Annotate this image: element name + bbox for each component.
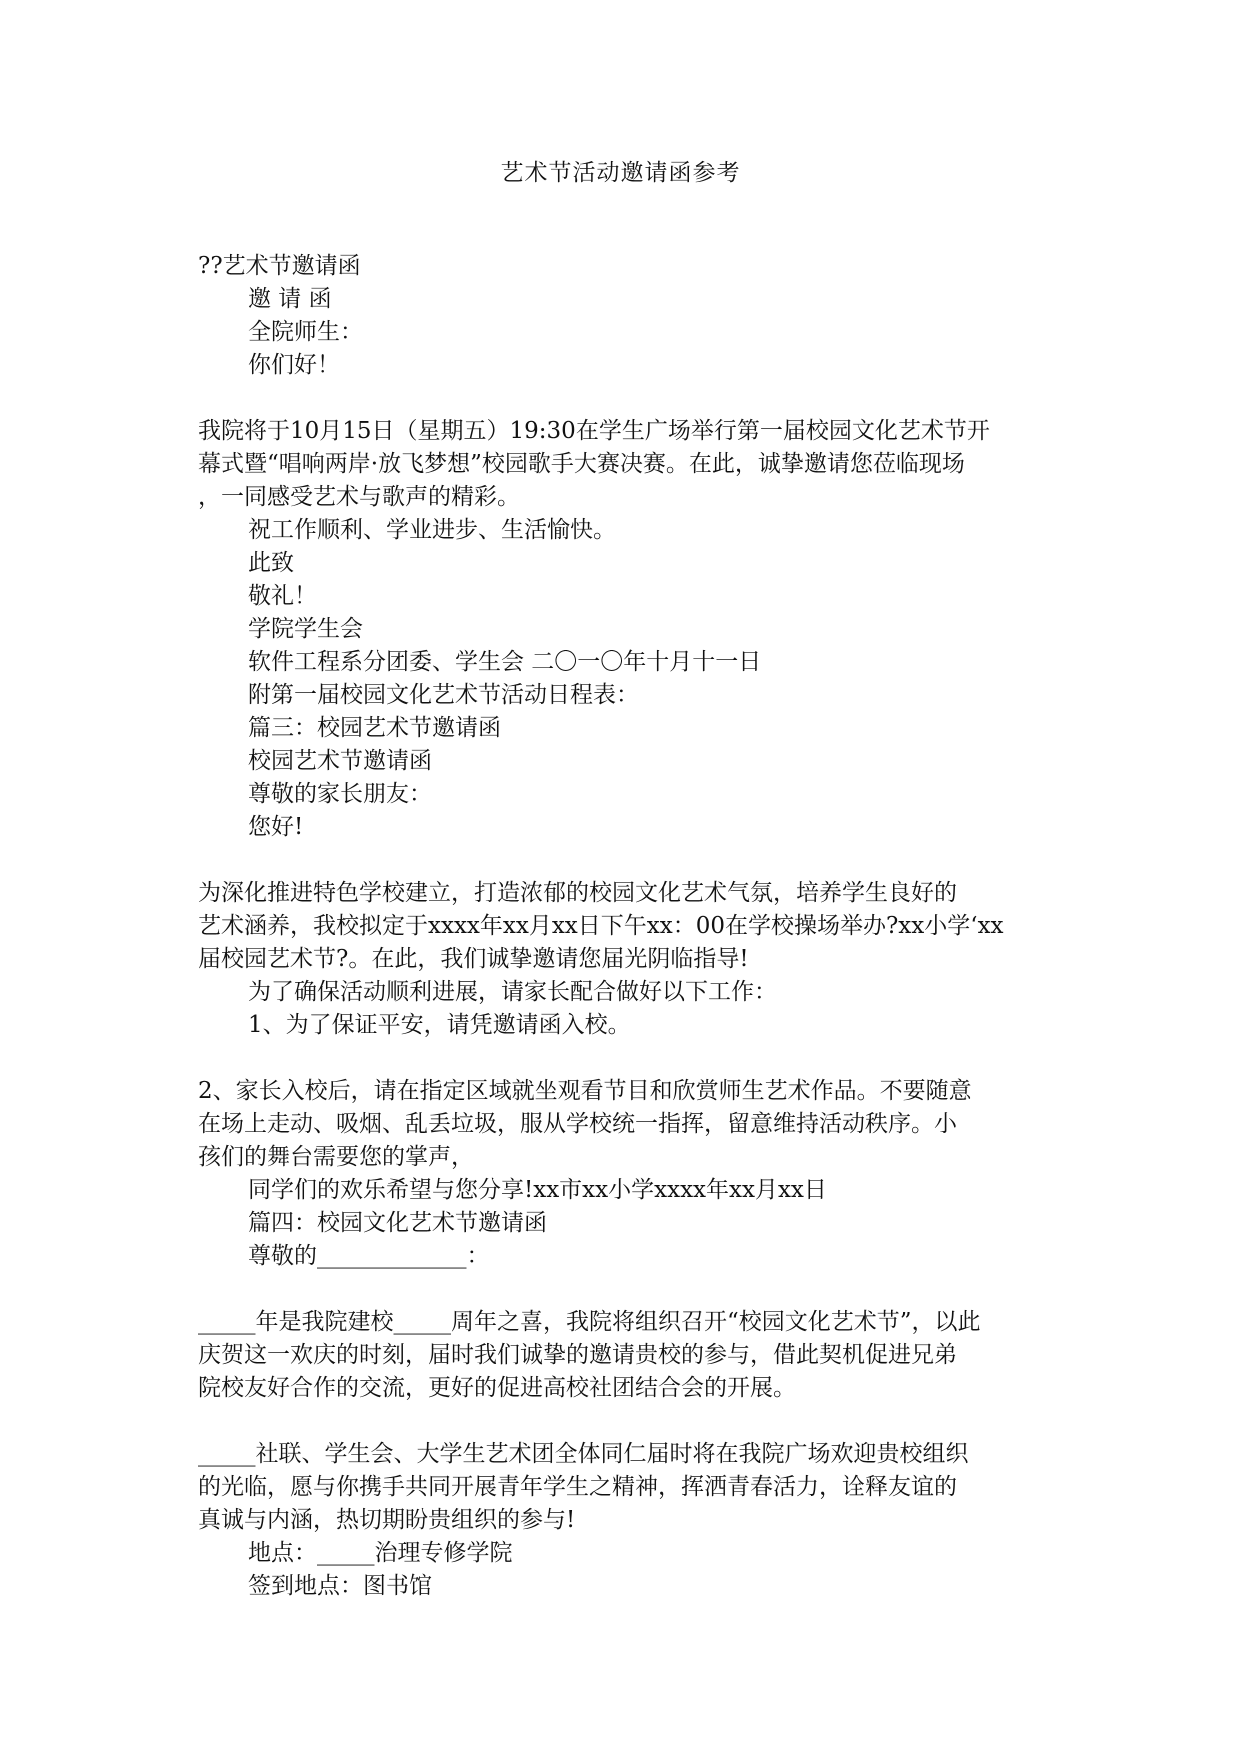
- text-line: 1、为了保证平安，请凭邀请函入校。: [248, 1012, 631, 1038]
- text-line: 为了确保活动顺利进展，请家长配合做好以下工作：: [248, 979, 777, 1005]
- paragraph-line: 庆贺这一欢庆的时刻，届时我们诚挚的邀请贵校的参与，借此契机促进兄弟: [198, 1342, 957, 1368]
- text-line: 软件工程系分团委、学生会 二〇一〇年十月十一日: [248, 649, 762, 675]
- text-line: 篇四：校园文化艺术节邀请函: [248, 1210, 547, 1236]
- paragraph-line: _____年是我院建校_____周年之喜，我院将组织召开“校园文化艺术节”，以此: [198, 1309, 981, 1335]
- paragraph-line: 为深化推进特色学校建立，打造浓郁的校园文化艺术气氛，培养学生良好的: [198, 880, 957, 906]
- paragraph: [198, 1438, 1038, 1537]
- paragraph-line: 艺术涵养，我校拟定于xxxx年xx月xx日下午xx：00在学校操场举办?xx小学‘xx: [198, 913, 1004, 939]
- paragraph-line: ，一同感受艺术与歌声的精彩。: [198, 484, 520, 510]
- text-line: 尊敬的家长朋友：: [248, 781, 432, 807]
- text-line: 篇三：校园艺术节邀请函: [248, 715, 501, 741]
- paragraph-line: _____社联、学生会、大学生艺术团全体同仁届时将在我院广场欢迎贵校组织: [198, 1441, 969, 1467]
- paragraph-line: 届校园艺术节?。在此，我们诚挚邀请您届光阴临指导!: [198, 946, 749, 972]
- paragraph-line: 院校友好合作的交流，更好的促进高校社团结合会的开展。: [198, 1375, 796, 1401]
- paragraph: [198, 1075, 1038, 1174]
- paragraph-line: 幕式暨“唱响两岸·放飞梦想”校园歌手大赛决赛。在此，诚挚邀请您莅临现场: [198, 451, 965, 477]
- text-line: 附第一届校园文化艺术节活动日程表：: [248, 682, 639, 708]
- paragraph-line: 孩们的舞台需要您的掌声，: [198, 1144, 474, 1170]
- text-line: 签到地点：图书馆: [248, 1573, 432, 1599]
- text-line: 此致: [248, 550, 294, 576]
- paragraph-line: 2、家长入校后，请在指定区域就坐观看节目和欣赏师生艺术作品。不要随意: [198, 1078, 972, 1104]
- text-line: ??艺术节邀请函: [198, 253, 361, 279]
- paragraph: [198, 415, 1038, 514]
- text-line: 同学们的欢乐希望与您分享!xx市xx小学xxxx年xx月xx日: [248, 1177, 827, 1203]
- paragraph-line: 真诚与内涵，热切期盼贵组织的参与!: [198, 1507, 576, 1533]
- text-line: 祝工作顺利、学业进步、生活愉快。: [248, 517, 616, 543]
- text-line: 您好!: [248, 814, 304, 840]
- document-body: [198, 250, 1038, 1603]
- paragraph-line: 在场上走动、吸烟、乱丢垃圾，服从学校统一指挥，留意维持活动秩序。小: [198, 1111, 957, 1137]
- text-line: 学院学生会: [248, 616, 363, 642]
- document-title: 艺术节活动邀请函参考: [500, 160, 741, 186]
- text-line: 校园艺术节邀请函: [248, 748, 432, 774]
- paragraph-line: 我院将于10月15日（星期五）19:30在学生广场举行第一届校园文化艺术节开: [198, 418, 990, 444]
- paragraph-line: 的光临，愿与你携手共同开展青年学生之精神，挥洒青春活力，诠释友谊的: [198, 1474, 957, 1500]
- text-line: 地点：_____治理专修学院: [248, 1540, 513, 1566]
- text-line: 敬礼！: [248, 583, 317, 609]
- paragraph: [198, 1306, 1038, 1405]
- text-line: 全院师生：: [248, 319, 363, 345]
- text-line: 邀 请 函: [248, 286, 332, 312]
- text-line: 你们好！: [248, 352, 340, 378]
- text-line: 尊敬的_____________：: [248, 1243, 490, 1269]
- paragraph: [198, 877, 1038, 976]
